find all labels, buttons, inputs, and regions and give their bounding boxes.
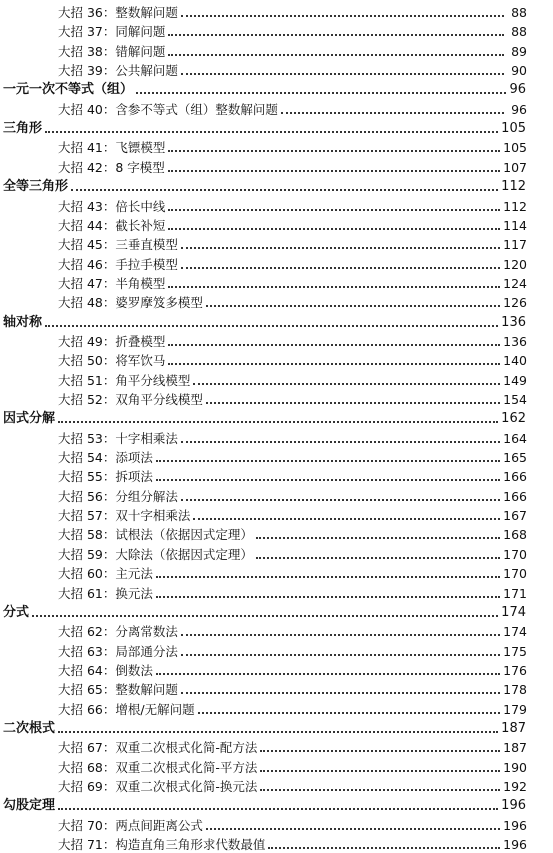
toc-section-row [0, 312, 553, 330]
entry-title: 大招 61：换元法 [58, 585, 153, 601]
toc-entry-row [0, 583, 553, 601]
dot-leader [156, 479, 500, 481]
entry-title: 大招 41：飞镖模型 [58, 140, 166, 156]
entry-title: 大招 55：拆项法 [58, 469, 153, 485]
page-number: 187 [501, 720, 526, 736]
toc-entry-row [0, 215, 553, 233]
toc-entry-row [0, 350, 553, 368]
toc-entry-row [0, 292, 553, 310]
page-number: 175 [503, 643, 527, 659]
page-number: 88 [511, 5, 527, 20]
page-number: 187 [503, 740, 527, 756]
entry-title: 大招 47：半角模型 [58, 275, 166, 291]
dot-leader [156, 576, 500, 578]
entry-title: 大招 48：婆罗摩笈多模型 [58, 295, 203, 311]
section-title: 二次根式 [3, 720, 56, 736]
toc-entry-row [0, 370, 553, 388]
page-number: 96 [509, 82, 526, 98]
page-number: 112 [503, 198, 527, 214]
entry-title: 大招 69：双重二次根式化简-换元法 [58, 779, 258, 794]
toc-section-row [0, 118, 553, 136]
entry-title: 大招 67：双重二次根式化简-配方法 [58, 740, 258, 756]
toc-entry-row [0, 331, 553, 349]
page-number: 165 [503, 450, 527, 466]
page-number: 192 [503, 779, 527, 794]
toc-entry-row [0, 679, 553, 697]
dot-leader [58, 731, 498, 733]
page-number: 170 [503, 566, 527, 582]
entry-title: 大招 59：大除法（依据因式定理） [58, 546, 253, 562]
dot-leader [156, 460, 500, 462]
page-number: 171 [503, 585, 527, 601]
entry-title: 大招 71：构造直角三角形求代数最值 [58, 837, 266, 853]
page-number: 196 [503, 837, 527, 853]
page-number: 196 [501, 798, 526, 814]
entry-title: 大招 38：错解问题 [58, 43, 166, 59]
toc-entry-row [0, 699, 553, 717]
page-number: 112 [501, 179, 526, 195]
entry-title: 大招 56：分组分解法 [58, 488, 178, 504]
toc-entry-row [0, 641, 553, 659]
dot-leader [260, 789, 500, 791]
dot-leader [181, 692, 500, 694]
page-number: 90 [511, 63, 527, 79]
entry-title: 大招 51：角平分线模型 [58, 372, 191, 388]
dot-leader [181, 73, 504, 75]
dot-leader [156, 596, 500, 598]
dot-leader [181, 441, 500, 443]
page-number: 166 [503, 469, 527, 485]
page-number: 176 [503, 662, 527, 678]
entry-title: 大招 54：添项法 [58, 450, 153, 466]
toc-entry-row [0, 447, 553, 465]
toc-entry-row [0, 2, 553, 20]
page-number: 154 [503, 392, 527, 407]
dot-leader [156, 673, 500, 675]
dot-leader [45, 325, 498, 327]
toc-entry-row [0, 137, 553, 155]
dot-leader [268, 847, 500, 849]
page-number: 105 [501, 121, 526, 137]
page-number: 126 [503, 295, 527, 311]
toc-entry-row [0, 41, 553, 59]
page-number: 179 [503, 701, 527, 717]
entry-title: 大招 45：三垂直模型 [58, 237, 178, 253]
toc-entry-row [0, 815, 553, 833]
section-title: 全等三角形 [3, 179, 69, 195]
page-number: 164 [503, 430, 527, 446]
dot-leader [206, 402, 500, 404]
toc-entry-row [0, 466, 553, 484]
entry-title: 大招 70：两点间距离公式 [58, 817, 203, 833]
entry-title: 大招 36：整数解问题 [58, 5, 178, 20]
toc-section-row [0, 79, 553, 97]
toc-entry-row [0, 196, 553, 214]
toc-entry-row [0, 660, 553, 678]
dot-leader [168, 209, 500, 211]
entry-title: 大招 46：手拉手模型 [58, 256, 178, 272]
toc-entry-row [0, 544, 553, 562]
page-number: 120 [503, 256, 527, 272]
toc-entry-row [0, 563, 553, 581]
dot-leader [206, 828, 500, 830]
dot-leader [168, 363, 500, 365]
toc-entry-row [0, 486, 553, 504]
entry-title: 大招 42：8 字模型 [58, 159, 165, 175]
toc-section-row [0, 176, 553, 194]
section-title: 轴对称 [3, 314, 43, 330]
dot-leader [181, 634, 500, 636]
page-number: 88 [511, 24, 527, 40]
entry-title: 大招 53：十字相乘法 [58, 430, 178, 446]
section-title: 一元一次不等式（组） [3, 82, 134, 98]
dot-leader [181, 499, 500, 501]
dot-leader [181, 267, 500, 269]
toc-section-row [0, 718, 553, 736]
dot-leader [71, 189, 498, 191]
dot-leader [193, 518, 500, 520]
page-number: 124 [503, 275, 527, 291]
toc-section-row [0, 795, 553, 813]
toc-entry-row [0, 389, 553, 407]
entry-title: 大招 65：整数解问题 [58, 682, 178, 698]
page-number: 174 [503, 624, 527, 640]
entry-title: 大招 64：倒数法 [58, 662, 153, 678]
toc-entry-row [0, 737, 553, 755]
toc-entry-row [0, 834, 553, 852]
page-number: 89 [511, 43, 527, 59]
dot-leader [256, 537, 500, 539]
dot-leader [281, 112, 504, 114]
entry-title: 大招 60：主元法 [58, 566, 153, 582]
page-number: 105 [503, 140, 527, 156]
page-number: 196 [503, 817, 527, 833]
page-number: 166 [503, 488, 527, 504]
page-number: 178 [503, 682, 527, 698]
page-number: 190 [503, 759, 527, 775]
page-number: 96 [511, 101, 527, 117]
entry-title: 大招 44：截长补短 [58, 217, 166, 233]
entry-title: 大招 49：折叠模型 [58, 333, 166, 349]
entry-title: 大招 39：公共解问题 [58, 63, 178, 79]
dot-leader [45, 131, 498, 133]
page-number: 114 [503, 217, 527, 233]
section-title: 三角形 [3, 121, 43, 137]
entry-title: 大招 52：双角平分线模型 [58, 392, 203, 407]
page-number: 168 [503, 527, 527, 543]
dot-leader [32, 615, 498, 617]
page-number: 174 [501, 604, 526, 620]
dot-leader [168, 34, 504, 36]
dot-leader [260, 770, 500, 772]
dot-leader [168, 54, 504, 56]
toc-entry-row [0, 757, 553, 775]
toc-section-row [0, 602, 553, 620]
toc-entry-row [0, 273, 553, 291]
toc-entry-row [0, 621, 553, 639]
entry-title: 大招 66：增根/无解问题 [58, 701, 195, 717]
page-number: 117 [503, 237, 527, 253]
toc-entry-row [0, 157, 553, 175]
page-number: 162 [501, 411, 526, 427]
dot-leader [181, 15, 504, 17]
entry-title: 大招 37：同解问题 [58, 24, 166, 40]
dot-leader [181, 654, 500, 656]
toc-entry-row [0, 776, 553, 794]
dot-leader [256, 557, 500, 559]
entry-title: 大招 43：倍长中线 [58, 198, 166, 214]
entry-title: 大招 68：双重二次根式化简-平方法 [58, 759, 258, 775]
dot-leader [168, 170, 500, 172]
page-number: 107 [503, 159, 527, 175]
section-title: 分式 [3, 604, 30, 620]
toc-section-row [0, 408, 553, 426]
entry-title: 大招 63：局部通分法 [58, 643, 178, 659]
toc-entry-row [0, 505, 553, 523]
entry-title: 大招 40：含参不等式（组）整数解问题 [58, 101, 278, 117]
toc-entry-row [0, 99, 553, 117]
dot-leader [168, 344, 500, 346]
page-number: 136 [501, 314, 526, 330]
toc-entry-row [0, 21, 553, 39]
dot-leader [136, 92, 506, 94]
page-number: 170 [503, 546, 527, 562]
toc-entry-row [0, 254, 553, 272]
page-number: 140 [503, 353, 527, 369]
dot-leader [168, 150, 500, 152]
dot-leader [168, 286, 500, 288]
entry-title: 大招 57：双十字相乘法 [58, 508, 191, 524]
toc-entry-row [0, 60, 553, 78]
dot-leader [193, 383, 500, 385]
entry-title: 大招 50：将军饮马 [58, 353, 166, 369]
toc-entry-row [0, 428, 553, 446]
dot-leader [58, 808, 498, 810]
page-number: 136 [503, 333, 527, 349]
dot-leader [206, 305, 500, 307]
dot-leader [58, 421, 498, 423]
section-title: 勾股定理 [3, 798, 56, 814]
toc-entry-row [0, 234, 553, 252]
page-number: 149 [503, 372, 527, 388]
dot-leader [260, 750, 500, 752]
toc-entry-row [0, 524, 553, 542]
dot-leader [168, 228, 500, 230]
dot-leader [181, 247, 500, 249]
section-title: 因式分解 [3, 411, 56, 427]
entry-title: 大招 58：试根法（依据因式定理） [58, 527, 253, 543]
entry-title: 大招 62：分离常数法 [58, 624, 178, 640]
page-number: 167 [503, 508, 527, 524]
dot-leader [198, 712, 501, 714]
